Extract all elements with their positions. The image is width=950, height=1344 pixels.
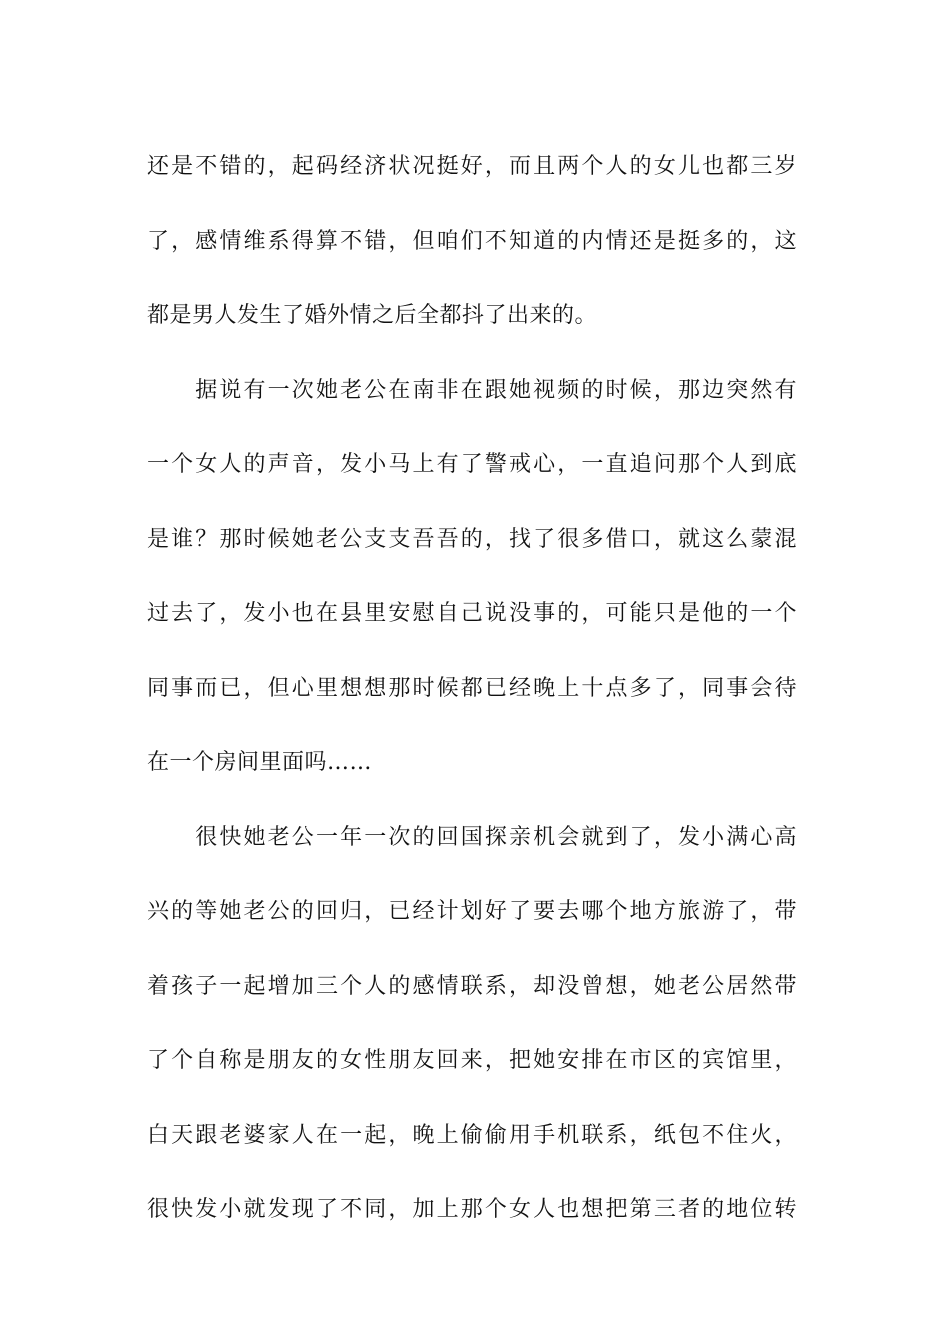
text-line: 一个女人的声音，发小马上有了警戒心，一直追问那个人到底 (147, 452, 797, 477)
paragraph-3 (147, 801, 797, 1248)
paragraph-2 (147, 354, 797, 801)
text-line: 了，感情维系得算不错，但咱们不知道的内情还是挺多的，这 (147, 228, 797, 254)
text-line: 同事而已，但心里想想那时候都已经晚上十点多了，同事会待 (147, 675, 797, 701)
text-line: 了个自称是朋友的女性朋友回来，把她安排在市区的宾馆里， (147, 1048, 797, 1073)
text-line: 还是不错的，起码经济状况挺好，而且两个人的女儿也都三岁 (147, 154, 797, 179)
text-line: 很快发小就发现了不同，加上那个女人也想把第三者的地位转 (147, 1197, 797, 1222)
text-line: 过去了，发小也在县里安慰自己说没事的，可能只是他的一个 (147, 601, 797, 626)
text-line: 很快她老公一年一次的回国探亲机会就到了，发小满心高 (147, 824, 797, 850)
paragraph-1 (147, 130, 797, 354)
text-line: 是谁？那时候她老公支支吾吾的，找了很多借口，就这么蒙混 (147, 526, 797, 552)
text-line: 在一个房间里面吗…… (147, 750, 373, 775)
text-line: 据说有一次她老公在南非在跟她视频的时候，那边突然有 (147, 377, 797, 403)
text-line: 兴的等她老公的回归，已经计划好了要去哪个地方旅游了，带 (147, 899, 797, 924)
body-text (147, 130, 797, 1248)
text-line: 都是男人发生了婚外情之后全都抖了出来的。 (147, 303, 598, 328)
text-line: 着孩子一起增加三个人的感情联系，却没曾想，她老公居然带 (147, 973, 797, 999)
text-line: 白天跟老婆家人在一起，晚上偷偷用手机联系，纸包不住火， (147, 1122, 797, 1148)
